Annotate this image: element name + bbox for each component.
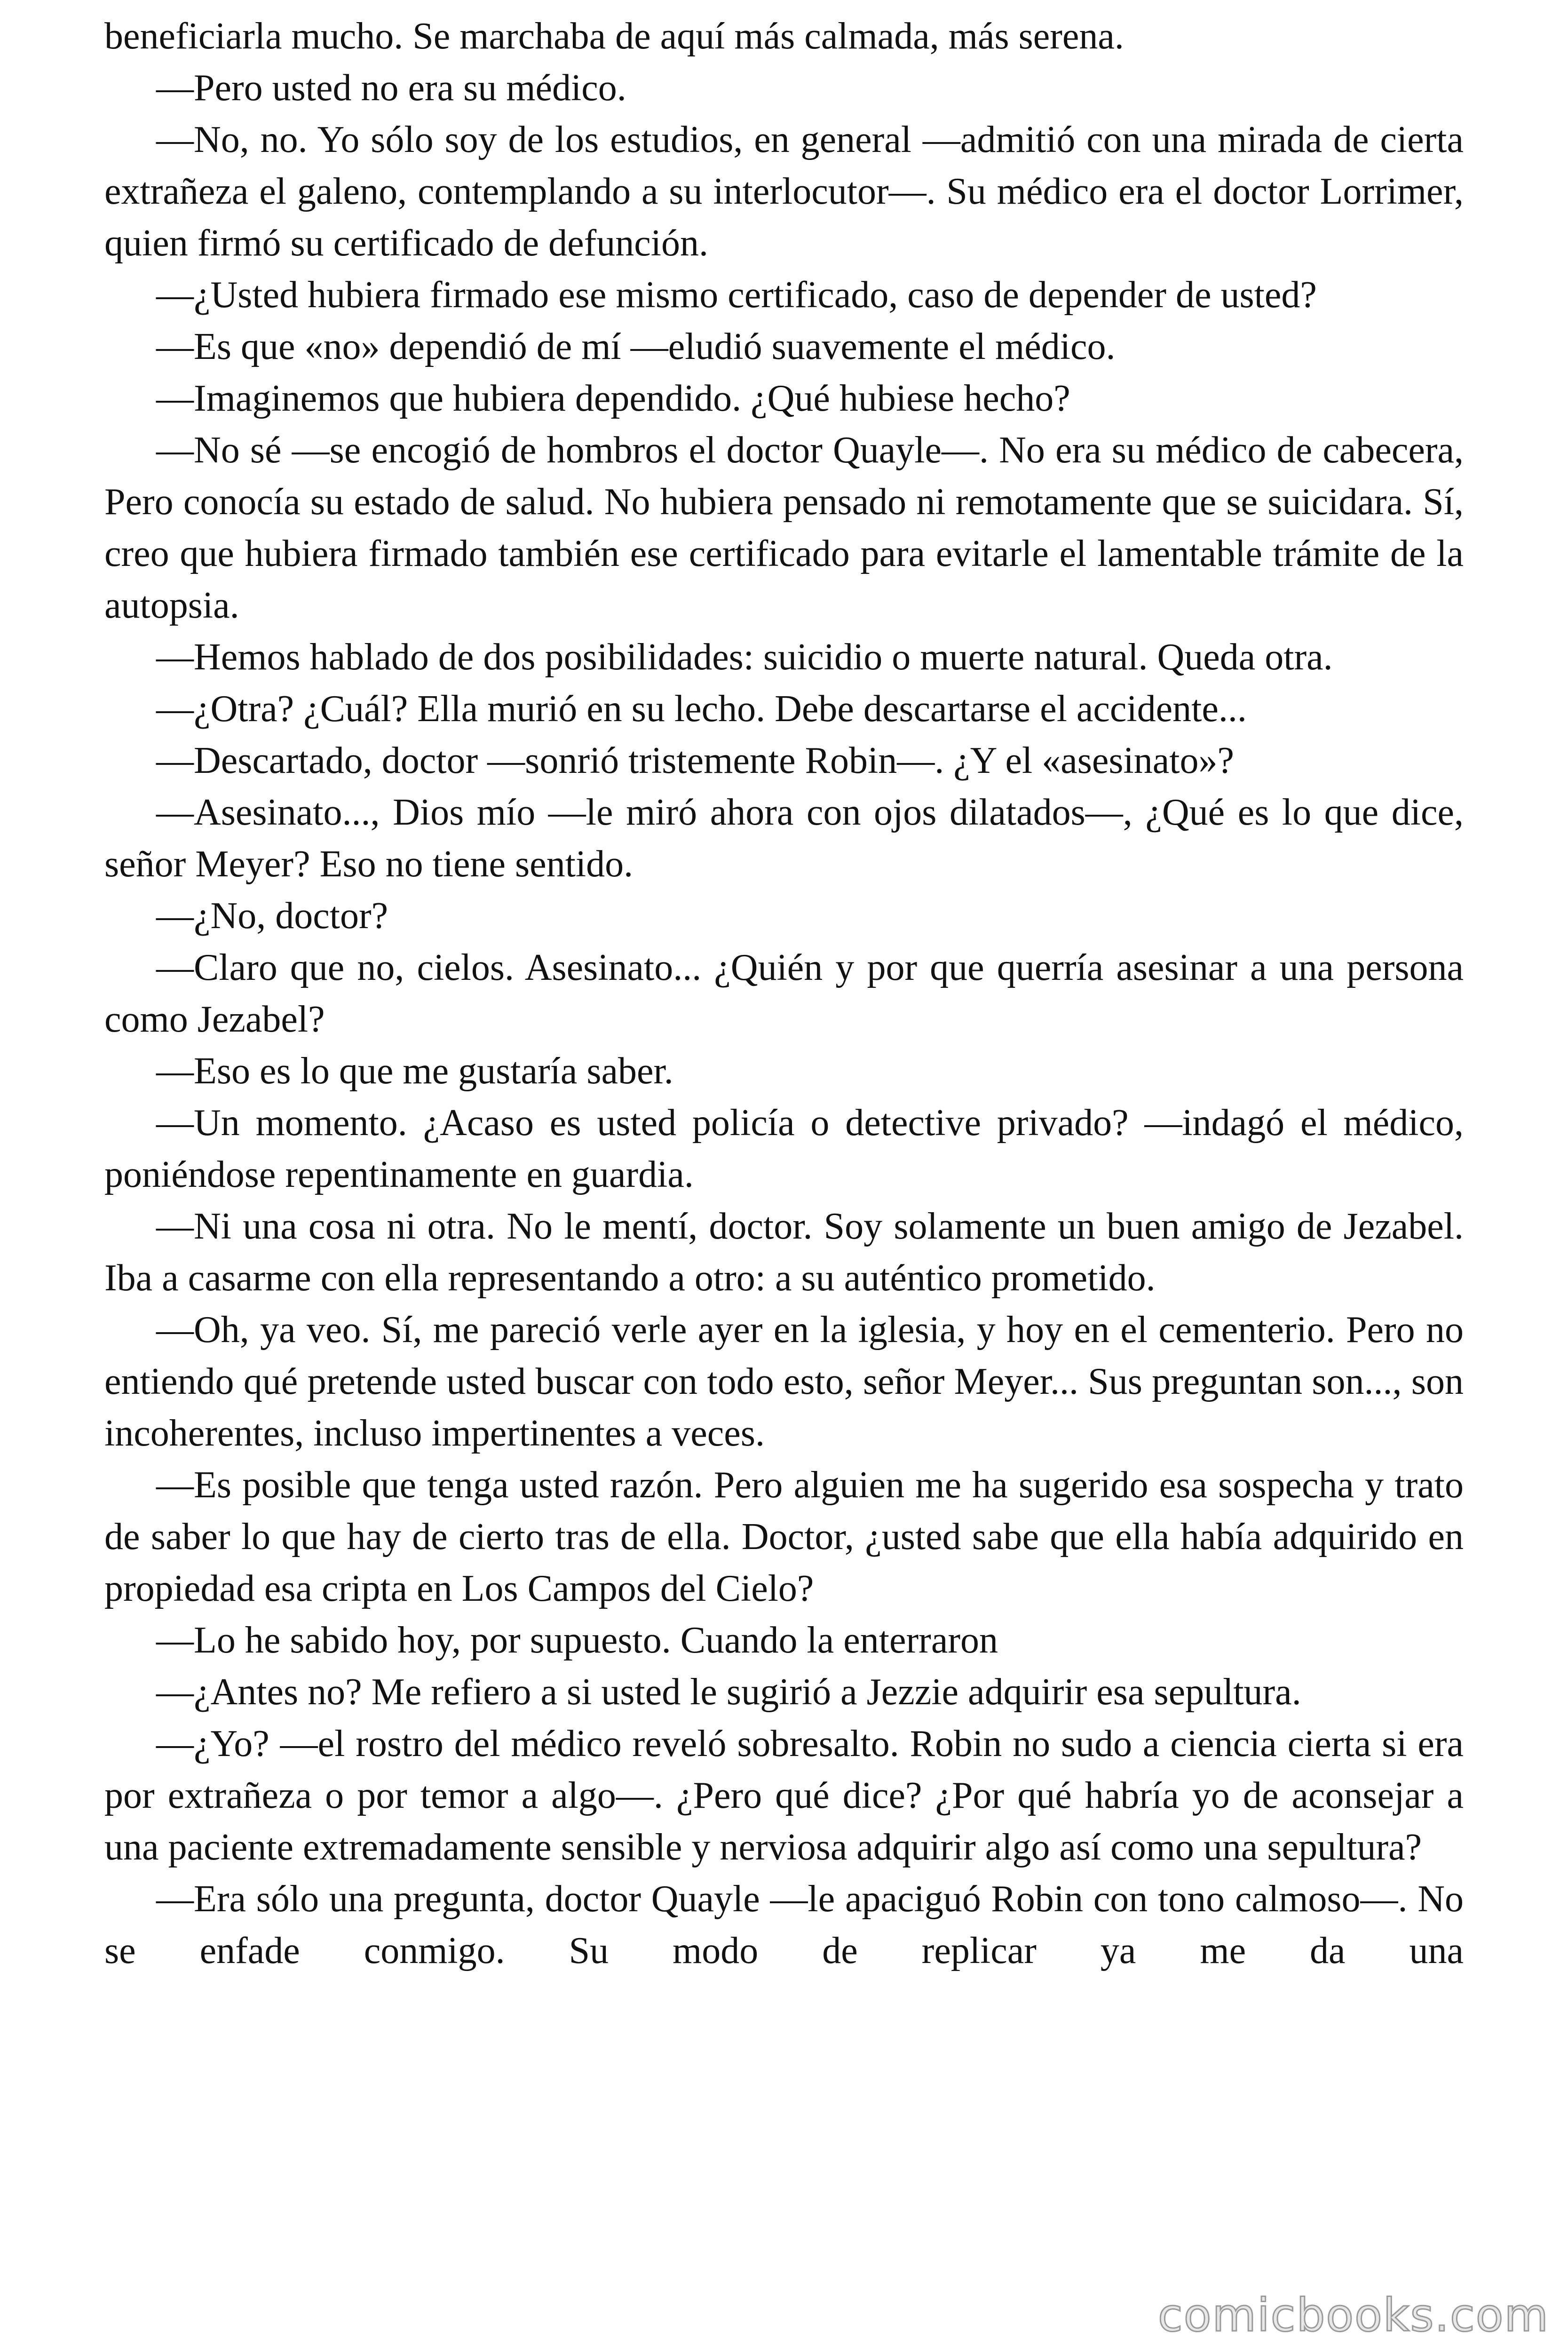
paragraph-9: —¿Otra? ¿Cuál? Ella murió en su lecho. Debe descartarse el accidente... — [156, 688, 1247, 730]
paragraph-12: —¿No, doctor? — [156, 895, 388, 937]
paragraph-20: —¿Antes no? Me refiero a si usted le sugirió a Jezzie adquirir esa sepultura. — [156, 1671, 1301, 1713]
paragraph-17: —Oh, ya veo. Sí, me pareció verle ayer en la iglesia, y hoy en el cementerio. Pero no entiendo qué pretende usted buscar con todo esto, señor Meyer... Sus preguntan son..., son incoherentes, incluso impertinentes a veces. — [104, 1309, 1464, 1454]
paragraph-14: —Eso es lo que me gustaría saber. — [156, 1050, 673, 1092]
watermark: comicbooks.com — [1157, 2289, 1549, 2342]
page-text — [104, 10, 1464, 1977]
paragraph-8: —Hemos hablado de dos posibilidades: suicidio o muerte natural. Queda otra. — [156, 636, 1333, 678]
paragraph-2: —Pero usted no era su médico. — [156, 67, 626, 109]
paragraph-19: —Lo he sabido hoy, por supuesto. Cuando la enterraron — [156, 1620, 998, 1661]
paragraph-11: —Asesinato..., Dios mío —le miró ahora con ojos dilatados—, ¿Qué es lo que dice, señor Meyer? Eso no tiene sentido. — [104, 792, 1464, 885]
paragraph-5: —Es que «no» dependió de mí —eludió suavemente el médico. — [156, 326, 1116, 367]
paragraph-7: —No sé —se encogió de hombros el doctor Quayle—. No era su médico de cabecera, Pero conocía su estado de salud. No hubiera pensado ni remotamente que se suicidara. Sí, creo que hubiera firmado también ese certificado para evitarle el lamentable trámite de la autopsia. — [104, 429, 1464, 626]
paragraph-3: —No, no. Yo sólo soy de los estudios, en general —admitió con una mirada de cierta extrañeza el galeno, contemplando a su interlocutor—. Su médico era el doctor Lorrimer, quien firmó su certificado de defunción. — [104, 119, 1464, 264]
paragraph-15: —Un momento. ¿Acaso es usted policía o detective privado? —indagó el médico, poniéndose repentinamente en guardia. — [104, 1102, 1464, 1195]
paragraph-1: beneficiarla mucho. Se marchaba de aquí más calmada, más serena. — [104, 16, 1124, 57]
paragraph-6: —Imaginemos que hubiera dependido. ¿Qué hubiese hecho? — [156, 378, 1070, 419]
paragraph-22: —Era sólo una pregunta, doctor Quayle —le apaciguó Robin con tono calmoso—. No se enfade conmigo. Su modo de replicar ya me da una — [104, 1878, 1464, 1971]
paragraph-18: —Es posible que tenga usted razón. Pero alguien me ha sugerido esa sospecha y trato de saber lo que hay de cierto tras de ella. Doctor, ¿usted sabe que ella había adquirido en propiedad esa cripta en Los Campos del Cielo? — [104, 1464, 1464, 1609]
paragraph-21: —¿Yo? —el rostro del médico reveló sobresalto. Robin no sudo a ciencia cierta si era por extrañeza o por temor a algo—. ¿Pero qué dice? ¿Por qué habría yo de aconsejar a una paciente extremadamente sensible y nerviosa adquirir algo así como una sepultura? — [104, 1723, 1464, 1868]
paragraph-16: —Ni una cosa ni otra. No le mentí, doctor. Soy solamente un buen amigo de Jezabel. Iba a casarme con ella representando a otro: a su auténtico prometido. — [104, 1206, 1464, 1299]
paragraph-10: —Descartado, doctor —sonrió tristemente Robin—. ¿Y el «asesinato»? — [156, 740, 1234, 781]
paragraph-13: —Claro que no, cielos. Asesinato... ¿Quién y por que querría asesinar a una persona como Jezabel? — [104, 947, 1464, 1040]
paragraph-4: —¿Usted hubiera firmado ese mismo certificado, caso de depender de usted? — [156, 274, 1317, 316]
